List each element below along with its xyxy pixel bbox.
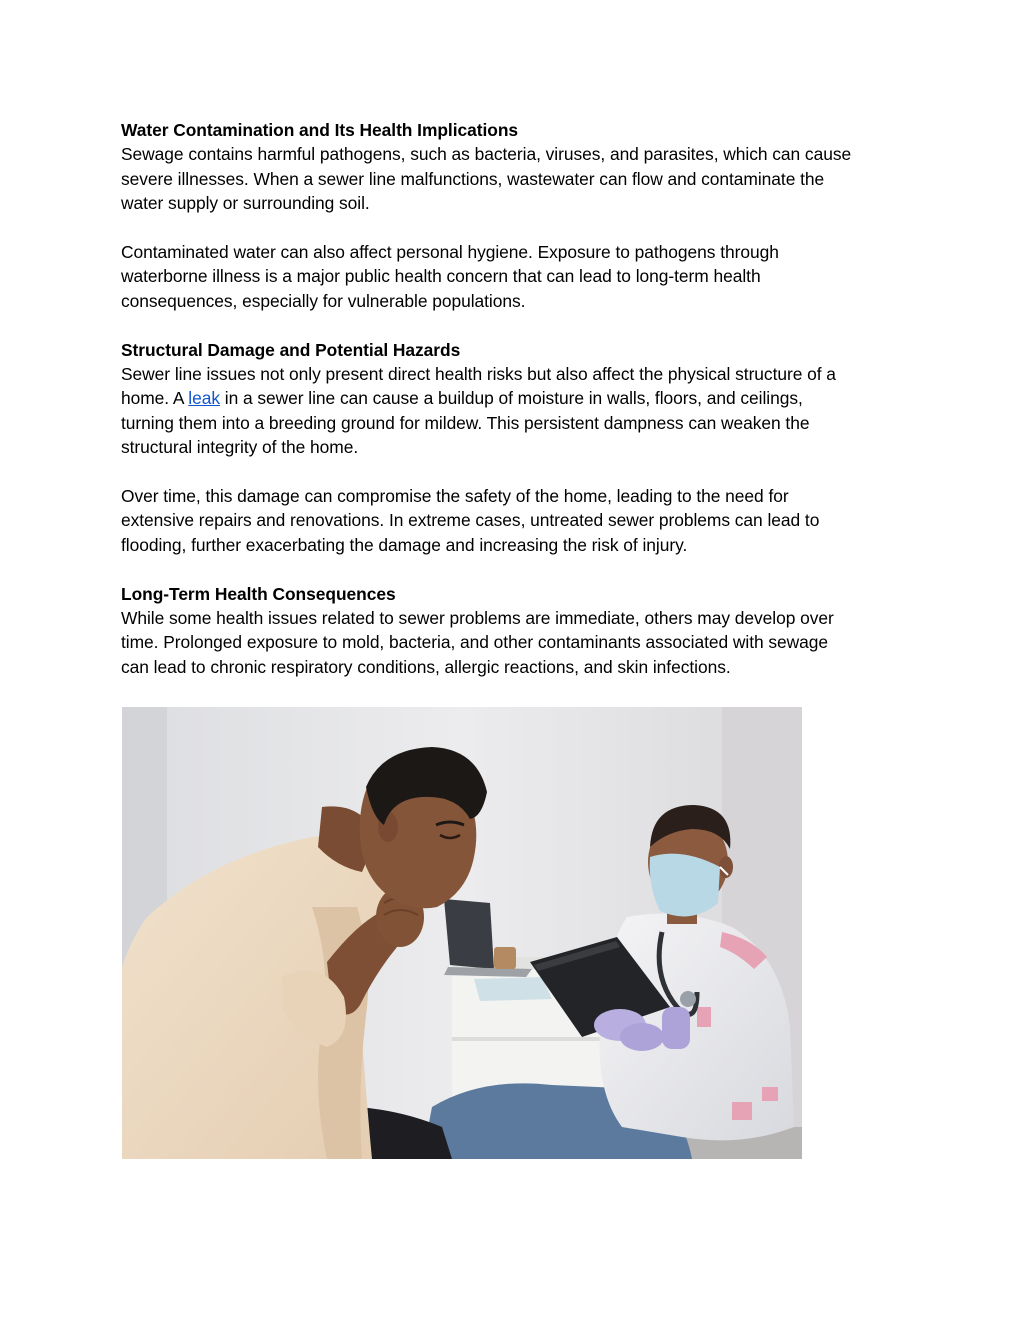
paragraph-line: While some health issues related to sewer problems are immediate, others may develop over — [121, 608, 834, 629]
document-body — [121, 118, 911, 704]
section-heading: Long-Term Health Consequences — [121, 583, 396, 604]
paragraph-line: structural integrity of the home. — [121, 437, 359, 458]
section-long-term-health — [121, 582, 911, 680]
paragraph-line-with-link — [121, 386, 911, 410]
paragraph-over-time — [121, 484, 911, 557]
paragraph-line: water supply or surrounding soil. — [121, 193, 370, 214]
paragraph-line: time. Prolonged exposure to mold, bacteria, and other contaminants associated with sewage — [121, 632, 829, 653]
paragraph-line: waterborne illness is a major public health concern that can lead to long-term health — [121, 266, 761, 287]
paragraph-line: Sewage contains harmful pathogens, such as bacteria, viruses, and parasites, which can cause — [121, 144, 852, 165]
section-water-contamination — [121, 118, 911, 216]
paragraph-line: extensive repairs and renovations. In extreme cases, untreated sewer problems can lead to — [121, 510, 820, 531]
paragraph-line: severe illnesses. When a sewer line malfunctions, wastewater can flow and contaminate the — [121, 168, 825, 189]
paragraph-line: Sewer line issues not only present direct health risks but also affect the physical structure of a — [121, 364, 836, 385]
paragraph-line: can lead to chronic respiratory conditions, allergic reactions, and skin infections. — [121, 656, 731, 677]
paragraph-hygiene — [121, 240, 911, 313]
section-structural-damage — [121, 338, 911, 460]
paragraph-line: turning them into a breeding ground for mildew. This persistent dampness can weaken the — [121, 412, 810, 433]
paragraph-line: consequences, especially for vulnerable populations. — [121, 290, 526, 311]
doctor-patient-photo — [122, 707, 802, 1159]
paragraph-line: Over time, this damage can compromise the safety of the home, leading to the need for — [121, 486, 789, 507]
paragraph-line: Contaminated water can also affect personal hygiene. Exposure to pathogens through — [121, 242, 779, 263]
link-suffix-text: in a sewer line can cause a buildup of moisture in walls, floors, and ceilings, — [219, 388, 803, 409]
paragraph-line: flooding, further exacerbating the damage and increasing the risk of injury. — [121, 534, 688, 555]
leak-link[interactable]: leak — [188, 388, 220, 409]
photo-illustration — [122, 707, 802, 1159]
section-heading: Structural Damage and Potential Hazards — [121, 339, 461, 360]
section-heading: Water Contamination and Its Health Implications — [121, 120, 519, 140]
link-prefix-text: home. A — [121, 388, 189, 409]
